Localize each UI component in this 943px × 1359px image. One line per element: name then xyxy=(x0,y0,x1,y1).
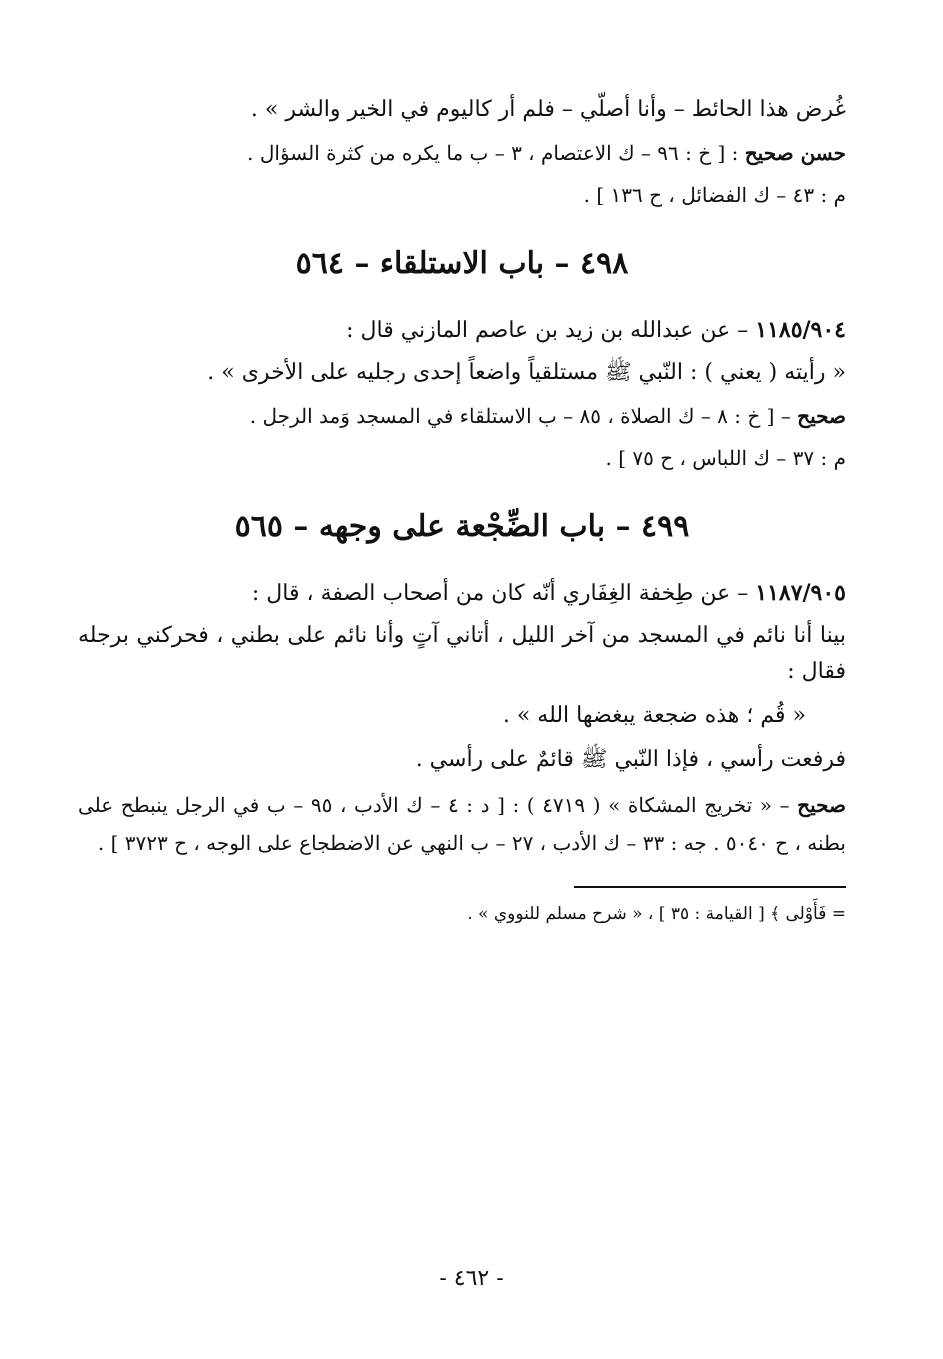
hadith-quote: « قُم ؛ هذه ضجعة يبغضها الله » . xyxy=(502,703,806,728)
hadith-number: ١١٨٥/٩٠٤ xyxy=(755,317,846,343)
hadith-intro xyxy=(78,575,846,612)
source-text: – [ خ : ٨ – ك الصلاة ، ٨٥ – ب الاستلقاء في المسجد وَمد الرجل . xyxy=(249,404,798,428)
text-line: غُرض هذا الحائط – وأنا أصلّي – فلم أر كاليوم في الخير والشر » . xyxy=(250,97,846,122)
hadith-grade: صحيح xyxy=(797,793,847,817)
page-body xyxy=(78,92,846,928)
hadith-text: « رأيته ( يعني ) : النّبي ﷺ مستلقياً واضعاً إحدى رجليه على الأخرى » . xyxy=(207,360,846,385)
hadith-text: فرفعت رأسي ، فإذا النّبي ﷺ قائمٌ على رأسي . xyxy=(415,747,846,772)
chapter-heading: ٤٩٨ – باب الاستلقاء – ٥٦٤ xyxy=(295,246,629,281)
hadith-text: بينا أنا نائم في المسجد من آخر الليل ، أتاني آتٍ وأنا نائم على بطني ، فحركني برجله فقال : xyxy=(78,623,846,684)
hadith-grade: صحيح xyxy=(797,404,846,428)
hadith-intro xyxy=(78,312,846,349)
source-line: م : ٣٧ – ك اللباس ، ح ٧٥ ] . xyxy=(605,446,846,470)
source-line: م : ٤٣ – ك الفضائل ، ح ١٣٦ ] . xyxy=(583,183,846,207)
hadith-number: ١١٨٧/٩٠٥ xyxy=(755,580,846,606)
footnote-rule xyxy=(574,886,846,888)
source-line xyxy=(78,136,846,170)
hadith-narrator: – عن طِخفة الغِفَاري أنّه كان من أصحاب الصفة ، قال : xyxy=(251,581,756,606)
source-paragraph xyxy=(78,786,846,862)
hadith-grade: حسن صحيح xyxy=(744,141,846,165)
page-number: - ٤٦٢ - xyxy=(439,1266,504,1291)
footnote: = فَأَوْلى ﴾ [ القيامة : ٣٥ ] ، « شرح مسلم للنووي » . xyxy=(467,904,846,924)
source-text: – « تخريج المشكاة » ( ٤٧١٩ ) : [ د : ٤ – ك الأدب ، ٩٥ – ب في الرجل ينبطح على بطنه ، ح ٥٠٤٠ . جه : ٣٣ – ك الأدب ، ٢٧ – ب النهي عن الاضطجاع على الوجه ، ح ٣٧٢٣ ] . xyxy=(78,793,846,855)
hadith-narrator: – عن عبدالله بن زيد بن عاصم المازني قال : xyxy=(346,318,756,343)
chapter-heading: ٤٩٩ – باب الضِّجْعة على وجهه – ٥٦٥ xyxy=(234,509,690,544)
source-text: : [ خ : ٩٦ – ك الاعتصام ، ٣ – ب ما يكره من كثرة السؤال . xyxy=(247,141,745,165)
source-line xyxy=(78,399,846,433)
